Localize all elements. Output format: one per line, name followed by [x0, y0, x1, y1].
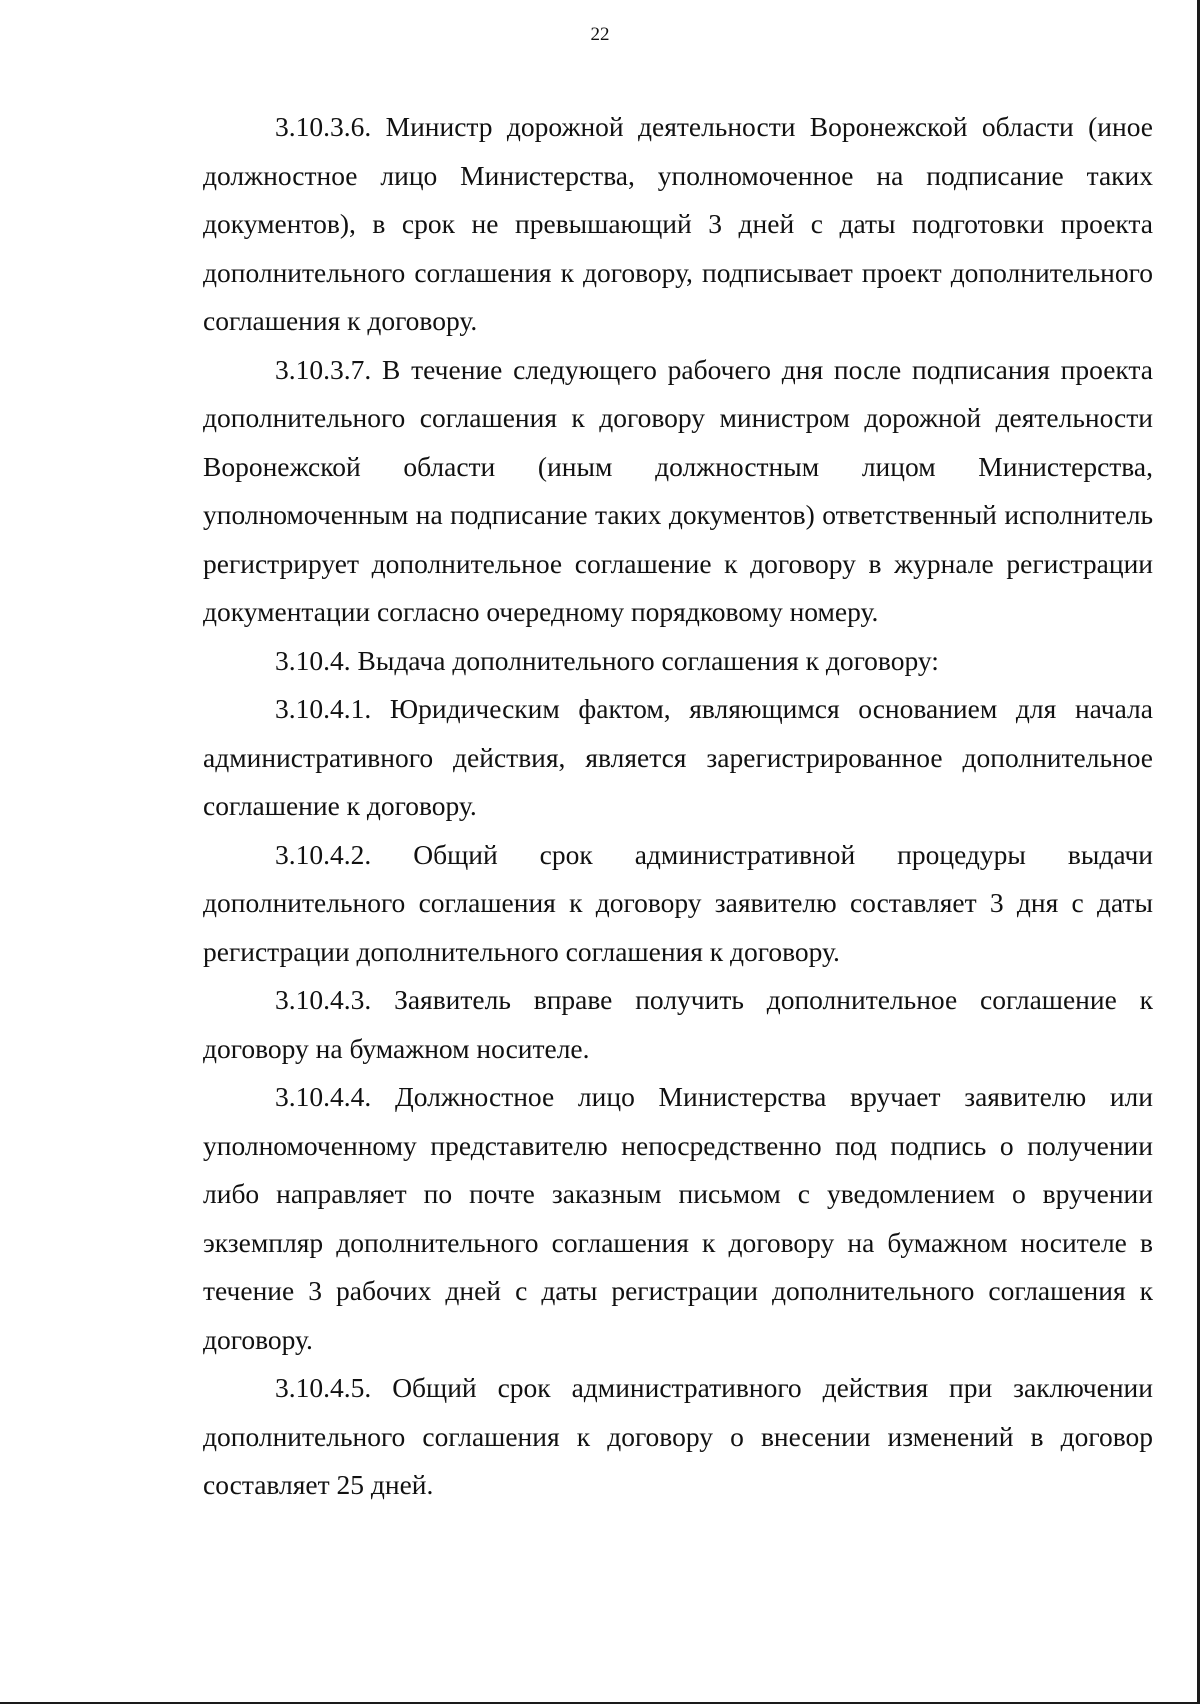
paragraph-3-10-4-5: 3.10.4.5. Общий срок административного действия при заключении дополнительного соглашения к договору о внесении изменений в договор составляет 25 дней.	[203, 1372, 1153, 1500]
paragraph-3-10-3-6: 3.10.3.6. Министр дорожной деятельности Воронежской области (иное должностное лицо Министерства, уполномоченное на подписание таких документов), в срок не превышающий 3 дней с даты подготовки проекта дополнительного соглашения к договору, подписывает проект дополнительного соглашения к договору.	[203, 111, 1153, 336]
paragraph-3-10-4-1: 3.10.4.1. Юридическим фактом, являющимся основанием для начала административного действия, является зарегистрированное дополнительное соглашение к договору.	[203, 693, 1153, 821]
document-body	[203, 103, 1153, 1510]
paragraph-3-10-3-7: 3.10.3.7. В течение следующего рабочего дня после подписания проекта дополнительного соглашения к договору министром дорожной деятельности Воронежской области (иным должностным лицом Министерства, уполномоченным на подписание таких документов) ответственный исполнитель регистрирует дополнительное соглашение к договору в журнале регистрации документации согласно очередному порядковому номеру.	[203, 353, 1153, 627]
paragraph-3-10-4-3: 3.10.4.3. Заявитель вправе получить дополнительное соглашение к договору на бумажном носителе.	[203, 984, 1153, 1064]
paragraph-3-10-4: 3.10.4. Выдача дополнительного соглашения к договору:	[275, 644, 939, 676]
paragraph-3-10-4-4: 3.10.4.4. Должностное лицо Министерства вручает заявителю или уполномоченному представителю непосредственно под подпись о получении либо направляет по почте заказным письмом с уведомлением о вручении экземпляр дополнительного соглашения к договору на бумажном носителе в течение 3 рабочих дней с даты регистрации дополнительного соглашения к договору.	[203, 1081, 1153, 1355]
paragraph-3-10-4-2: 3.10.4.2. Общий срок административной процедуры выдачи дополнительного соглашения к договору заявителю составляет 3 дня с даты регистрации дополнительного соглашения к договору.	[203, 838, 1153, 967]
page-number: 22	[590, 24, 610, 45]
